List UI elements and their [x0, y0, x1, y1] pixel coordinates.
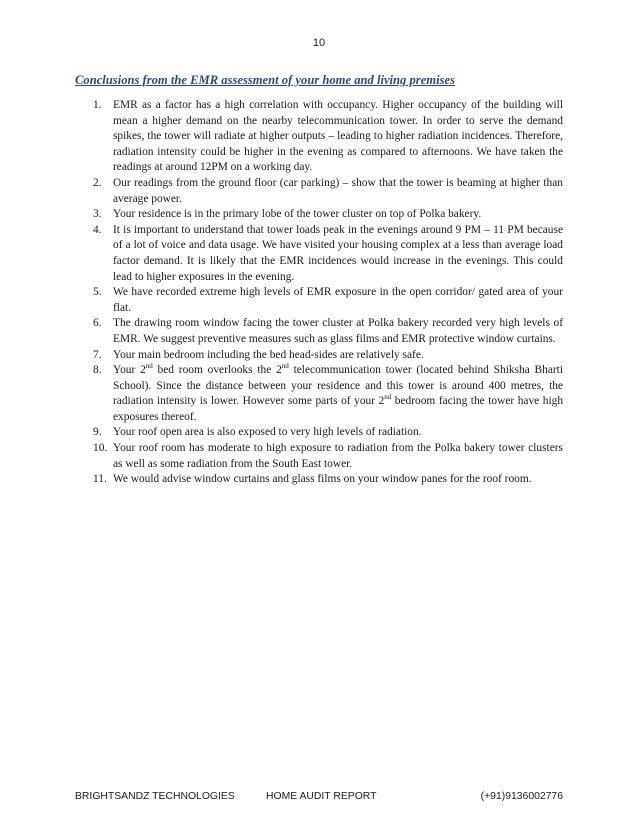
list-item: [75, 363, 563, 425]
list-item: [75, 472, 563, 488]
item-text: We would advise window curtains and glass films on your window panes for the roof room.: [113, 473, 532, 486]
list-item: [75, 98, 563, 176]
section-heading: Conclusions from the EMR assessment of your home and living premises: [75, 73, 455, 87]
item-number: 6.: [93, 317, 102, 330]
item-text: Your roof open area is also exposed to very high levels of radiation.: [113, 426, 422, 439]
list-item: [75, 316, 563, 347]
item-number: 8.: [93, 364, 102, 377]
item-text-part: telecommunication tower (located behind Shiksha Bharti School). Since the distance between your residence and this tower is around 400 metres, the radiation intensity is lower. However some parts of your 2: [113, 364, 564, 408]
item-text-part: Your 2: [113, 364, 146, 377]
item-number: 3.: [93, 208, 102, 221]
item-text: We have recorded extreme high levels of EMR exposure in the open corridor/ gated area of your flat.: [113, 286, 563, 314]
item-number: 5.: [93, 286, 102, 299]
list-item: [75, 348, 563, 364]
item-text: [113, 364, 563, 423]
ordinal-suffix: nd: [281, 362, 289, 371]
item-text: Your main bedroom including the bed head-sides are relatively safe.: [113, 348, 424, 361]
ordinal-suffix: nd: [384, 393, 392, 402]
item-text-part: bedroom facing the tower have high exposures thereof.: [113, 395, 564, 423]
item-number: 2.: [93, 176, 102, 189]
item-number: 10.: [93, 442, 108, 455]
list-item: [75, 176, 563, 207]
item-text: Your roof room has moderate to high exposure to radiation from the Polka bakery tower clusters as well as some radiation from the South East tower.: [113, 442, 563, 470]
item-text: The drawing room window facing the tower cluster at Polka bakery recorded very high levels of EMR. We suggest preventive measures such as glass films and EMR protective window curtains.: [113, 317, 563, 345]
item-number: 1.: [93, 99, 102, 111]
list-item: [75, 207, 563, 223]
footer-report-title: HOME AUDIT REPORT: [266, 791, 377, 802]
item-text: Our readings from the ground floor (car parking) – show that the tower is beaming at higher than average power.: [113, 176, 563, 205]
footer-phone: (+91)9136002776: [480, 791, 563, 802]
item-number: 9.: [93, 426, 102, 439]
item-number: 11.: [93, 473, 107, 486]
item-text: EMR as a factor has a high correlation with occupancy. Higher occupancy of the building will mean a higher demand on the nearby telecommunication tower. In order to serve the demand spikes, the tower will radiate at higher outputs – leading to higher radiation incidences. Therefore, radiation intensity could be higher in the evening as compared to afternoons. We have taken the readings at around 12PM on a working day.: [113, 99, 563, 174]
list-item: [75, 441, 563, 472]
item-number: 7.: [93, 348, 102, 361]
page-number: 10: [312, 37, 326, 49]
item-number: 4.: [93, 223, 102, 236]
list-item: [75, 223, 563, 285]
footer-company: BRIGHTSANDZ TECHNOLOGIES: [75, 791, 235, 802]
item-text: It is important to understand that tower loads peak in the evenings around 9 PM – 11 PM because of a lot of voice and data usage. We have visited your housing complex at a less than average load factor demand. It is likely that the EMR incidences would increase in the evenings. This could lead to higher exposures in the evening.: [113, 223, 563, 283]
conclusions-list: [75, 98, 563, 488]
ordinal-suffix: nd: [145, 362, 153, 371]
list-item: [75, 425, 563, 441]
item-text-part: bed room overlooks the 2: [152, 364, 282, 377]
page-footer: [75, 791, 563, 805]
list-item: [75, 285, 563, 316]
item-text: Your residence is in the primary lobe of the tower cluster on top of Polka bakery.: [113, 208, 482, 221]
